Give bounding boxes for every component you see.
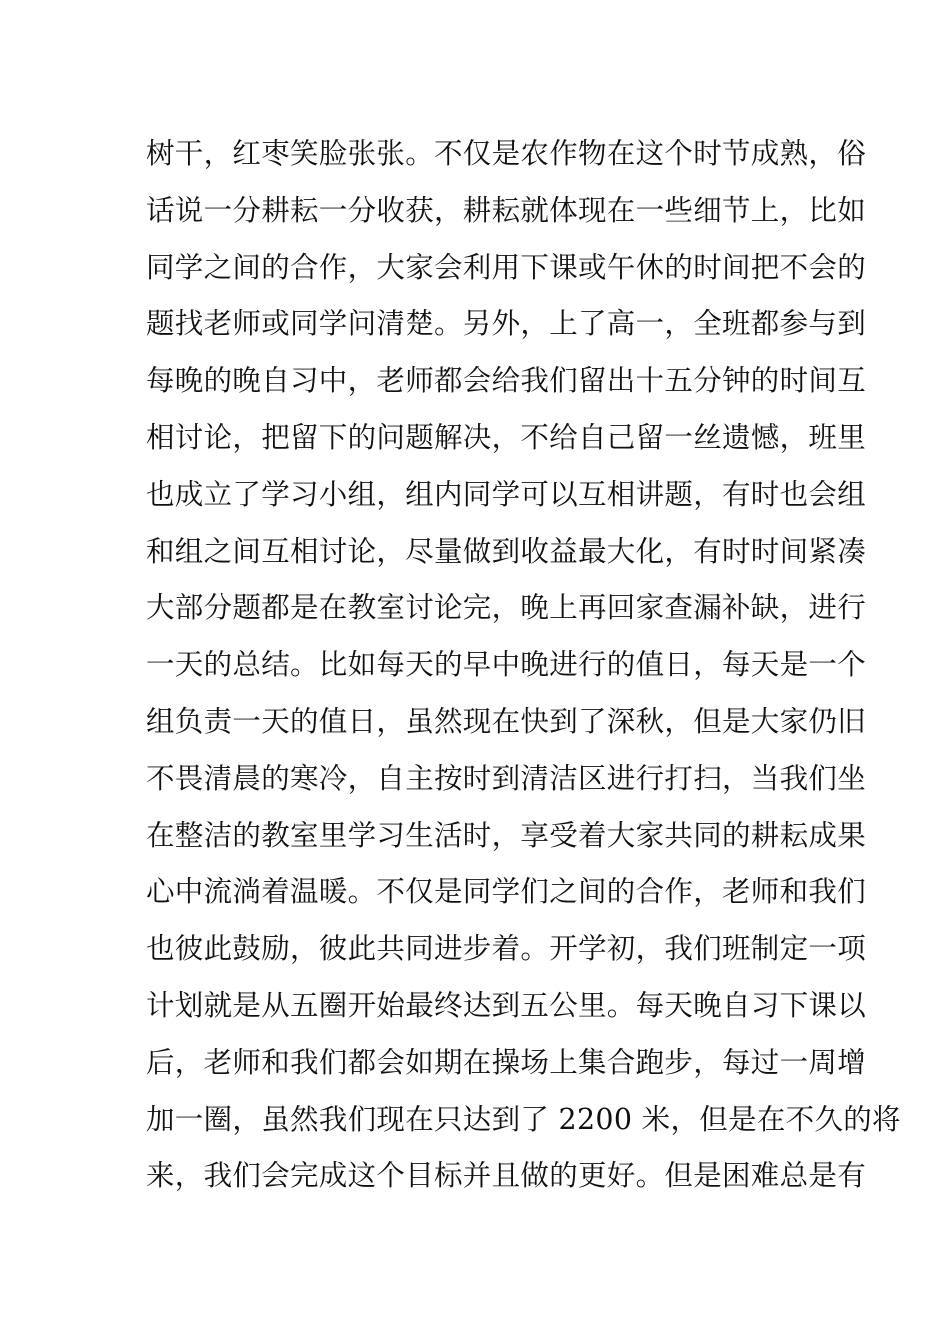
text-line: 在整洁的教室里学习生活时，享受着大家共同的耕耘成果 (146, 818, 867, 852)
text-line: 来，我们会完成这个目标并且做的更好。但是困难总是有 (146, 1159, 867, 1193)
text-line: 和组之间互相讨论，尽量做到收益最大化，有时时间紧凑 (146, 534, 867, 568)
text-line: 心中流淌着温暖。不仅是同学们之间的合作，老师和我们 (146, 875, 867, 909)
text-line: 话说一分耕耘一分收获，耕耘就体现在一些细节上，比如 (146, 193, 867, 227)
text-line: 每晚的晚自习中，老师都会给我们留出十五分钟的时间互 (146, 364, 867, 398)
text-line: 也成立了学习小组，组内同学可以互相讲题，有时也会组 (146, 477, 867, 511)
text-line: 一天的总结。比如每天的早中晚进行的值日，每天是一个 (146, 648, 867, 682)
text-line: 同学之间的合作，大家会利用下课或午休的时间把不会的 (146, 250, 867, 284)
text-line: 组负责一天的值日，虽然现在快到了深秋，但是大家仍旧 (146, 704, 867, 738)
text-line: 树干，红枣笑脸张张。不仅是农作物在这个时节成熟，俗 (146, 137, 867, 170)
text-line: 大部分题都是在教室讨论完，晚上再回家查漏补缺，进行 (146, 591, 867, 625)
text-line: 后，老师和我们都会如期在操场上集合跑步，每过一周增 (146, 1045, 867, 1079)
text-line: 不畏清晨的寒冷，自主按时到清洁区进行打扫，当我们坐 (146, 761, 867, 795)
text-line: 也彼此鼓励，彼此共同进步着。开学初，我们班制定一项 (146, 932, 867, 966)
text-line: 题找老师或同学问清楚。另外，上了高一，全班都参与到 (146, 307, 867, 341)
text-line: 加一圈，虽然我们现在只达到了 2200 米，但是在不久的将 (146, 1102, 901, 1136)
text-line: 计划就是从五圈开始最终达到五公里。每天晚自习下课以 (146, 988, 867, 1022)
text-line: 相讨论，把留下的问题解决，不给自己留一丝遗憾，班里 (146, 420, 867, 454)
body-text (146, 126, 901, 1205)
